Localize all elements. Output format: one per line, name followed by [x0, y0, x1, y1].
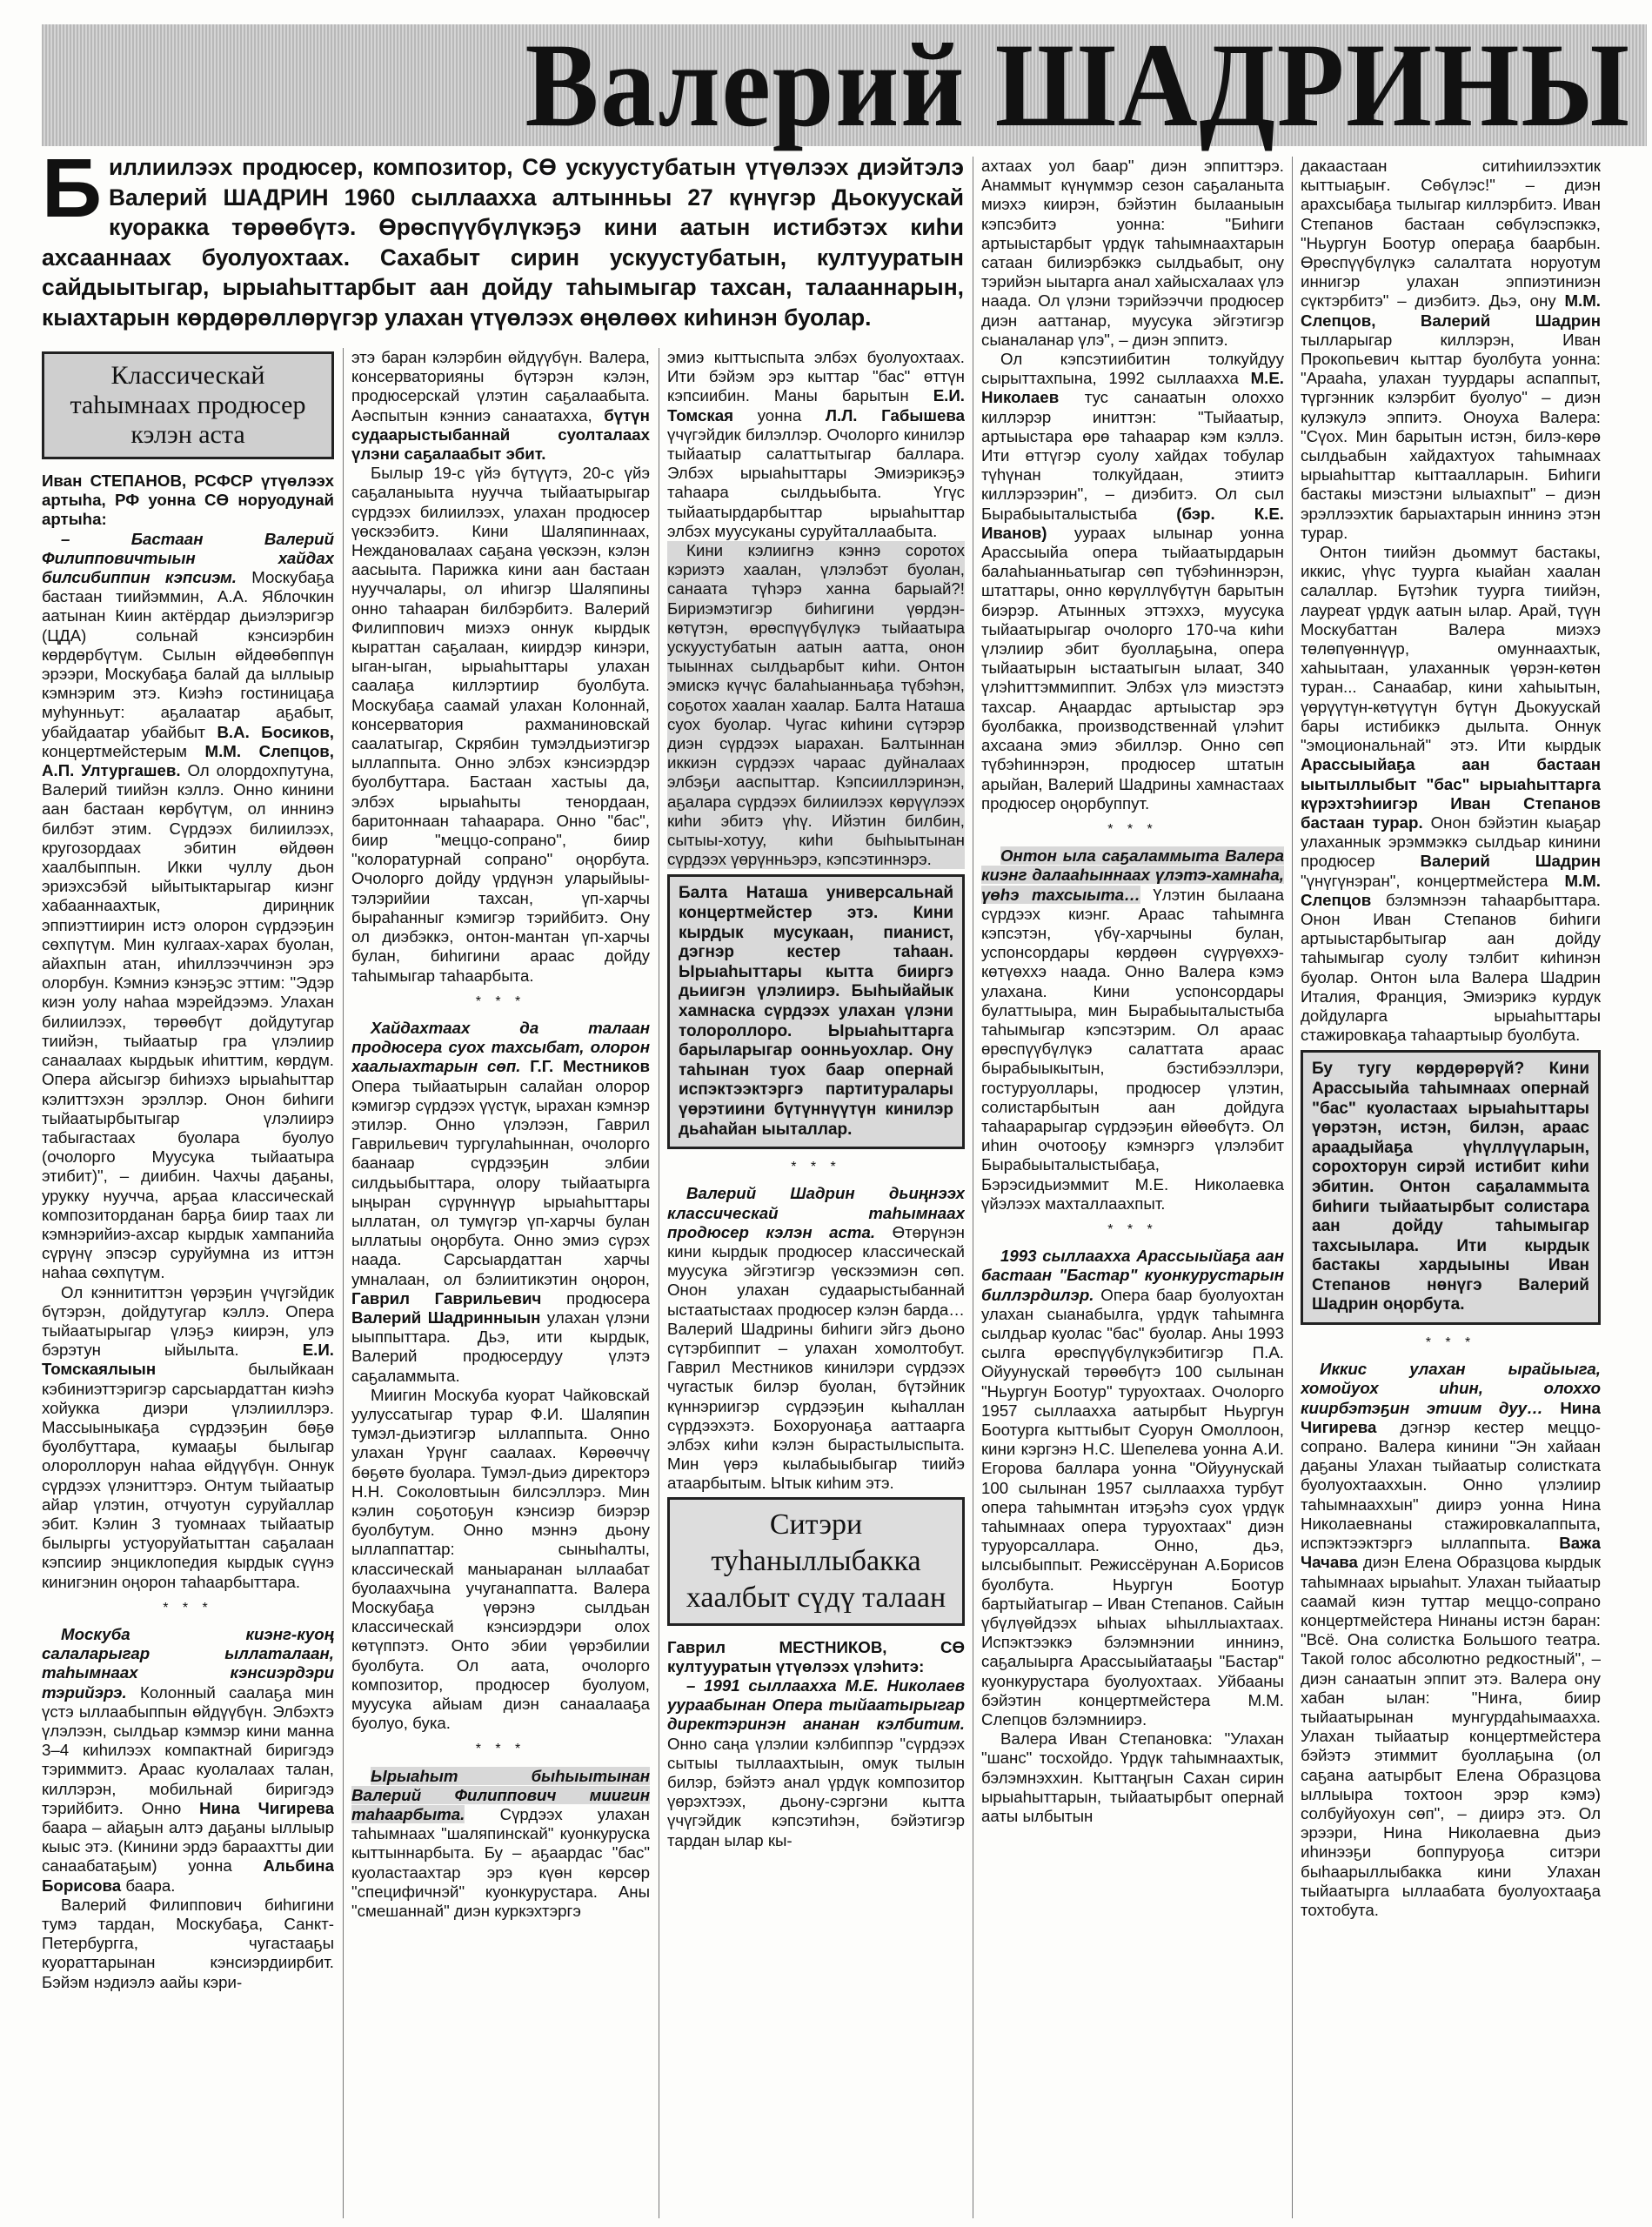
person-name: Валерий Шадринныын [351, 1307, 541, 1327]
column-5 [1301, 157, 1601, 2218]
text-run: былыйкаан кэбиниэттэригэр сарсыардаттан киэһэ хойукка диэри үлэлииллэрэ. Массыыныкаҕа сүрдээҕин бөҕө буолбуттара, кумааҕы былыгар олороллорун наһаа өйдүүбүн. Оннук сүрдээх үлэниттэрэ. Онтум тыйаатыр айар үлэтин, отчуотун суруйаллар эбит. Кэлин 3 туомнаах тыйаатыр былыргы устуоруйатыттан саҕалаан кэпсиир энциклопедия кырдык сүүнэ кинигэнин оңорон таһаарбыттара. [42, 1360, 334, 1591]
person-name: Валерий Шадрин [1420, 852, 1601, 871]
intro-italic: Ырыаһыт быһыытынан Валерий Филиппович миигин таһаарбыта. [351, 1766, 650, 1824]
person-name: В.А. Босиков, [217, 722, 334, 741]
column-rule [1292, 157, 1293, 2218]
byline [667, 1638, 965, 1676]
text-run: концертмейстерым [42, 741, 187, 760]
paragraph [1301, 1360, 1601, 1920]
person-name: (бэр. К.Е. Иванов) [981, 504, 1284, 542]
text-run: дэгнэр кестер меццо-сопрано. Валера кинини "Эн хайаан даҕаны Улахан тыйаатыр солистката буолуохтааххын. Онно үлэлиир таһымнааххын" диирэ уонна Нина Николаевнаны стажировкалаппыта, испэктээктэргэ ыллаппыта. [1301, 1417, 1601, 1553]
headline-title: Валерий ШАДРИНЫ [525, 18, 1631, 151]
text-run: продюсера [566, 1288, 650, 1307]
text-run: Опера тыйаатырын салайан олорор кэмигэр сүрдээх үүстүк, ырахан кэмнэр этилэр. Онно үлэлээн, Гаврил Гаврильевич тургулаһыннан, очолорго баанаар сүрдээҕин элбии силдьыбыттара, олору тыйаатырга ыңыран сүрүннүүр ырыаһыттары ыллатан, ол тумүгэр үп-харчы булан ыллатыы оңорбута. Онно эмиэ сүрэх наада. Сарсыардаттан харчы умналаан, ол бэлиитикэтин оңорон, [351, 1076, 650, 1288]
question: – 1991 сыллаахха М.Е. Николаев уураабынан Опера тыйаатырыгар директэринэн ананан кэлбитим. [667, 1676, 965, 1734]
callout-box: Балта Наташа универсальнай концертмейстер этэ. Кини кырдык мусукаан, пианист, дэгнэр кестер таһаан. Ырыаһыттары кытта бииргэ дьиигэн үлэлиирэ. Быһыйайык хамнаска сүрдээх улахан үлэни толороллоро. Ырыаһыттарга барыларыгар оонньуохлар. Ону таһынан туох баар опернай испэктээктэргэ партитуралары үөрэтиини бүтүннүүтүн кинилэр дьаһайан ыыталлар. [667, 874, 965, 1149]
person-name: М.М. Слепцов, Валерий Шадрин [1301, 291, 1601, 330]
text-run: бэлэмнээн таһаарбыттара. Онон Иван Степанов биһиги артыыстарбытыгар аан дойду таһымыгар суолу тэлбит киһинэн буолар. Онтон ыла Валера Шадрин Италия, Франция, Эмиэрикэ курдук дойдуларга ырыаһыттары стажировкаҕа таһаартыыр буолбута. [1301, 890, 1601, 1045]
text-run: баара – айаҕын алтэ даҕаны ыллыыр кыыс этэ. (Кинини эрдэ бараахтты дии санаабатаҕым) уонна [42, 1818, 334, 1876]
headline-banner [42, 18, 1647, 151]
paragraph: Былыр 19-с үйэ бүтүүтэ, 20-с үйэ саҕаланыыта нуучча тыйаатырыгар сүрдээх билиилээх, улахан продюсер үөскээбитэ. Кини Шаляпиннаах, Неждановалаах саҕана үөскээн, кэлэн аасыыта. Парижка кини аан бастаан нууччалары, ол иһигэр Шаляпины онно таһааран билбэрбитэ. Валерий Филиппович миэхэ оннук кырдык кыраттан саҕалаан, киирдэр кинэри, ыган-ыган, ырыаһыттары улахан саалаҕа киллэртиир буолбута. Москубаҕа саамай улахан Колоннай, консерватория рахманиновскай саалатыгар, Скрябин тумэлдьиэтигэр ыллаппыта. Онно элбэх кэнсиэрдэр буолбуттара. Бастаан хастыы да, элбэх ырыаһыты тенордаан, баритоннаан таһаарара. Онно "бас", биир "меццо-сопрано", биир "колоратурнай сопрано" оңорбута. Очолорго дойду үрдүнэн уларыйыы-тэлэрийии тахсан, үп-харчы быраһанныг кэмигэр тэрийбитэ. Ону ол диэбэккэ, онтон-мантан үп-харчы булан, биһигини араас дойду таһымыгар таһаарбыта. [351, 464, 650, 985]
paragraph [351, 1767, 650, 1922]
byline-text: Гаврил МЕСТНИКОВ, СӨ култууратын үтүөлээх үлэһитэ: [667, 1637, 965, 1675]
paragraph: Валерий Филиппович биһигини тумэ тардан, Москубаҕа, Санкт-Петербургга, чугастааҕы куораттарынан кэнсиэрдиирбит. Бэйэм нэдиэлэ аайы кэри- [42, 1895, 334, 1991]
byline-text: Иван СТЕПАНОВ, РСФСР үтүөлээх артыһа, РФ уонна СӨ норуодунай артыһа: [42, 471, 334, 529]
intro-italic: Валерий Шадрин дьиңнээх классическай таһымнаах продюсер кэлэн аста. [667, 1184, 965, 1241]
person-name: М.М. Слепцов, А.П. Ултургашев. [42, 741, 334, 780]
person-name: М.Е. Николаев [981, 369, 1284, 407]
column-2 [351, 348, 650, 2218]
person-name: Л.Л. Габышева [825, 405, 965, 425]
text-run: улахан үлэни ыыппыттара. Дьэ, ити кырдык, Валерий продюсердуу үлэтэ саҕаламмыта. [351, 1307, 650, 1385]
column-4 [981, 157, 1284, 2218]
text-run: Онно саңа үлэлии кэлбиппэр "сүрдээх сытыы тыллаахтыын, омук тылын билэр, бэйэтэ анал үрдүк композитор үөрэхтээх, дьону-сэргэни кытта үчүгэйдик кэпсэтиһэн, бэйэтигэр тардан ылар кы- [667, 1734, 965, 1849]
text-run: Сүрдээх улахан таһымнаах "шаляпинскай" куонкуруска кыттыннарбыта. Бу – аҕаардас "бас" куоластаахтар эрэ күөн көрсөр "специфичнэй" куонкурустара. Аны "смешаннай" диэн куркэхтэргэ [351, 1805, 650, 1921]
text-run: эмиэ кыттыспыта элбэх буолуохтаах. Ити бэйэм эрэ кыттар "бас" өттүн кэпсиибин. Маны барытын [667, 348, 965, 405]
text-run: Онон бэйэтин кыаҕар улаханнык эрэммэккэ сылдьар кинини продюсер [1301, 813, 1601, 871]
text-run: диэн Елена Образцова кырдык таһымнаах ырыаһыт. Улахан тыйаатыр саамай киэн туттар меццо-сопрано концертмейстера Нинаны истэн баран: "Всё. Она солистка Большого театра. Такой голос абсолютно редкостный", – диэн санаатын эппит этэ. Валера ону хабан ылан: "Ниҥа, биир тыйаатырынан мунгурдаһымаахха. Улахан тыйаатыр концертмейстера бэйэтэ этиммит буоллаҕына (ол саҕана аатырбыт Елена Образцова ыллыыра тохтоон эрэр кэмэ) солбуйуохун сөп", – диирэ этэ. Ол эрээри, Нина Николаевна дьиэ иһинээҕи боппуруоҕа ситэри быһаарыллыбакка кини Улахан тыйаатырга ыллаабата буолуохтааҕа тохтобута. [1301, 1553, 1601, 1919]
text-run: тус санаатын олоххо киллэрэр иниттэн: "Тыйаатыр, артыыстара өрө таһаарар кэм кэллэ. Ити өттүгэр суолу хайдах тобулар түһүнан толкуйдаан, этиитэ киллэрээрин", – диэбитэ. Ол сыл Бырабыыталыстыба [981, 388, 1284, 523]
person-name: Г.Г. Местников [530, 1057, 650, 1076]
person-name: Гаврил Гаврильевич [351, 1288, 542, 1307]
paragraph: Миигин Москуба куорат Чайковскай уулуссатыгар турар Ф.И. Шаляпин тумэл-дьиэтигэр ыллаппыта. Онно улахан Үрүнг саалаах. Көрөөччү бөҕөтө буолара. Тумэл-дьиэ директорэ Н.Н. Соколовтыын билсэллэрэ. Мин кэлин соҕотоҕун кэнсиэр биэрэр буолбутум. Онно мэннэ дьону ыллаппаттар: сыныһалты, классическай маныаранан ыллаабат буолаахчына учуганаппатта. Валера Москубаҕа үөрэнэ сылдьан классическай кэнсиэрдэри олох көтүппэтэ. Онто эбии үөрэбилии буолбута. Ол аата, очолорго композитор, продюсер буолуом, муусука айыам диэн санаалааҕа буолуо, бука. [351, 1385, 650, 1733]
person-name: Е.И. Томскаялыын [42, 1341, 334, 1379]
person-name: Е.И. Томская [667, 386, 965, 425]
intro-italic: Онтон ыла саҕаламмыта Валера киэнг далааһыннаах үлэтэ-хамнаһа, үөһэ тахсыыта… [981, 846, 1284, 904]
separator-stars: * * * [1107, 1221, 1158, 1237]
separator-stars: * * * [163, 1600, 213, 1615]
paragraph [1301, 157, 1601, 543]
separator-stars: * * * [1425, 1335, 1476, 1351]
separator-stars: * * * [475, 1742, 526, 1757]
person-name: Нина Чигирева [199, 1798, 334, 1817]
paragraph [667, 348, 965, 541]
intro-italic: Москуба киэнг-куоң салаларыгар ыллаталаан, таһымнаах кэнсиэрдэри тэрийэрэ. [42, 1624, 334, 1702]
text-run: Ол кэпсэтиибитин толкуйдуу сырыттахпына, 1992 сыллаахха [981, 350, 1284, 388]
bold-statement: Арассыыйаҕа аан бастаан ыытыллыбыт "бас" ырыаһыттарга күрэхтэһиигэр Иван Степанов бастаан турар. [1301, 755, 1601, 832]
paragraph [981, 846, 1284, 1214]
paragraph [981, 350, 1284, 813]
person-name: Нина Чигирева [1301, 1398, 1601, 1436]
text-run: Ол кэннититтэн үөрэҕин үчүгэйдик бүтэрэн, дойдутугар кэллэ. Опера тыйаатырыгар үлэҕэ киирэн, улэ бэрэтун ыйылыта. [42, 1282, 334, 1360]
column-rule [343, 348, 344, 2218]
text-run: "үнүгүнэран", концертмейстера [1301, 871, 1548, 890]
paragraph [667, 1676, 965, 1850]
paragraph [42, 1283, 334, 1592]
column-3 [667, 348, 965, 2218]
paragraph [1301, 543, 1601, 1045]
lead-text: иллиилээх продюсер, композитор, СӨ ускуустубатын үтүөлээх диэйтэлэ Валерий ШАДРИН 1960 сыллаахха алтынньы 27 күнүгэр Дьокуускай куоракка төрөөбүтэ. Өрөспүүбүлүкэҕэ кини аатын истибэтэх киһи ахсааннаах буолуохтаах. Сахабыт сирин ускуустубатын, култууратын сайдыытыгар, ырыаһыттарбыт аан дойду таһымыгар тахсан, талааннарын, кыахтарын көрдөрөллөрүгэр улахан үтүөлээх өңөлөөх киһинэн буолар. [42, 154, 964, 331]
text-run: Ол олордохпутуна, Валерий тиийэн кэллэ. Онно кинини аан бастаан көрбүтүм, ол иннинэ билбэт этим. Сүрдээх билиилээх, кругозордаах эбитин өйдөөн хаалбыппын. Икки чуллу дьон эриэхсэбэй ыйытыктарыгар киэнг хабааннаахтык, дириңник эппиэттиирин истэ олорон сүрдээҕин сөхпүтүм. Мин кулгаах-харах буолан, айахпын атан, иһиллээччинэн эрэ олорбун. Кэмниэ кэнэҕэс эттим: "Эдэр киэн уолу наһаа мэрейдээмэ. Улахан билиилээх, төрөөбүт дойдутугар тиийэн, тыйаатыр гра үлэлиир санаалаах кырдьык иһиттим, көрдүм. Опера айсыгэр биһиэхэ ырыаһыттар кэлиттэхэн эрэллэр. Онон биһиги тыйаатырбытыгар үлэлиирэ табыгастаах буолара буолуо (очолорго Муусука тыйаатыра этибит)", – диибин. Чахчы даҕаны, урукку нуучча, арҕаа классическай композиторданан барҕа биир таах ли кэмнэрийиэ-ахсар кырдык хампанийа сүрүнү эпэсэр суруйумна из иттэн наһаа сөхпүтүм. [42, 761, 334, 1282]
text-run: Москубаҕа бастаан тиийэммин, А.А. Яблочкин аатынан Киин актёрдар дьиэлэригэр (ЦДА) сольнай кэнсиэрбин көрдөрбүтүм. Сылын өйдөөбөппүн эрээри, Москубаҕа балай да ыллыыр кэмнэрим этэ. Киэһэ гостиницаҕа муһунньут: аҕалаатар аҕабыт, убайдаатар убайбыт [42, 568, 334, 741]
paragraph: Валера Иван Степановка: "Улахан "шанс" тосхойдо. Үрдүк таһымнаахтык, бэлэмнэххин. Кыттаңгын Сахан сирин ырыаһыттарын, тыйаатырбыт опернай ааты ылбытын [981, 1729, 1284, 1826]
separator-stars: * * * [791, 1160, 841, 1175]
text-run: Онтон тиийэн дьоммут бастакы, иккис, үһүс туурга кыайан хаалан салаллар. Бүтэһик туурга тиийэн, лауреат үрдүк аатын ылар. Арай, түүн Москубаттан Валера миэхэ төлөпүөннүүр, омуннаахтык, хаһыытаан, улаханнык үөрэн-көтөн туран... Санаабар, кини хаһыытын, үөрүүтүн-көтүүтүн бүтүн Дьокуускай бары истибиккэ дылыта. Оннук "эмоциональнай" этэ. Ити кырдык [1301, 543, 1601, 755]
paragraph [981, 1247, 1284, 1729]
text-run: Опера баар буолуохтан улахан сыанабылга, үрдүк таһымнга сылдьар куолас "бас" буолар. Аны 1993 сылга өрөспүүбүлүкэбитигэр П.А. Ойуунускай төрөөбүтэ 100 сылынан "Ньургун Боотур" туруохтаах. Очолорго 1957 сыллаахха аатырбыт Ньургун Боотурга кыттыбыт Суорун Омоллоон, кини кэргэнэ Н.С. Шепелева уонна А.И. Егорова баллара уонна "Ойуунускай 100 сылынан 1957 сыллаахха турбут опера таһымнтан итэҕэһэ суох үрдүк таһымнаах опера туруохтаах" диэн туруорсаллара. Онно, дьэ, ылсыбыппыт. Режиссёрунан А.Борисов буолбута. Ньургун Боотур бартыйатыгар – Иван Степанов. Сайын үбүлүөйдээх ыһыах ыһыллыахтаах. Испэктээккэ бэлэмнэнии иннинэ, саҕалыырга Арассыыйатааҕы "Бастар" куонкурустара буолуохтаах. Уйбааны бэйэтин концертмейстера М.М. Слепцов бэлэмниирэ. [981, 1285, 1284, 1729]
callout-box: Бу тугу көрдөрөрүй? Кини Арассыыйа таһымнаах опернай "бас" куоластаах ырыаһыттары үөрэтэн, истэн, билэн, араас араадыйаҕа үһүллүүларын, сорохторун сирэй истибит киһи эбитин. Онтон саҕаламмыта биһиги тыйаатырбыт солистара аан дойду таһымыгар тахсыылара. Ити кырдык бастакы хардыыны Иван Степанов нөнүгэ Валерий Шадрин оңорбута. [1301, 1050, 1601, 1325]
person-name: Альбина Борисова [42, 1856, 334, 1895]
paragraph [351, 348, 650, 464]
question: – Бастаан Валерий Филипповичтыын хайдах билсибиппин кэпсиэм. [42, 529, 334, 587]
column-1 [42, 348, 334, 2218]
text-run: уонна [757, 405, 802, 425]
person-name: М.М. Слепцов [1301, 871, 1601, 909]
intro-italic: Иккис улахан ырайыыга, хомойуох иһин, олоххо киирбэтэҕин этиим дуу… [1301, 1360, 1601, 1417]
bold-statement: бүтүн судаарыстыбаннай суолталаах үлэни саҕалаабыт эбит. [351, 405, 650, 464]
separator-stars: * * * [1107, 821, 1158, 837]
text-run: уураах ылынар уонна Арассыыйа опера тыйаатырдарын балаһыанньатыгар сөп түбэһиннэрэн, штаттары, онно көрүллүбүтүн барытын биэрэр. Атынных эттэххэ, муусука тыйаатырыгар очолорго 170-ча киһи үлэлиир эбит буоллаҕына, опера тыйаатырын ыстаатыгын ылаат, 340 үлэһиттэммиппит. Элбэх үлэ миэстэтэ тахсар. Аңаардас артыыстар эрэ буолбакка, производственнай үлэһит ахсаана эмиэ эбиллэр. Онно сөп түбэһиннэрэн, продюсер штатын арыйан, Валерий Шадрины хамнастаах продюсер оңорбуппут. [981, 523, 1284, 813]
intro-italic: 1993 сыллаахха Арассыыйаҕа аан бастаан "Бастар" куонкурустарын биллэрдилэр. [981, 1247, 1284, 1304]
text-run: этэ баран кэлэрбин өйдүүбүн. Валера, консерваторияны бүтэрэн кэлэн, продюсерскай үлэтин саҕалаабыта. Аәспытын кэнниэ санаатахха, [351, 348, 650, 425]
paragraph [351, 1019, 650, 1386]
paragraph [42, 1625, 334, 1896]
paragraph: ахтаах уол баар" диэн эппиттэрэ. Анаммыт күнүммэр сезон саҕаланыта миэхэ киирэн, бэйэтин былааныын кэпсэбитэ уонна: "Биһиги артыыстарбыт үрдүк таһымнаахтарын сатаан билиэрбэккэ сылдьабыт, ону тэрийэн ыытарга анал хайысхалаах үлэ наада. Ол үлэни тэрийээччи продюсер диэн ааттанар, муусука эйгэтигэр сыаналанар үлэ", – диэн эппитэ. [981, 157, 1284, 349]
shaded-paragraph: Кини кэлиигнэ кэннэ соротох кэриэтэ хаалан, үлэлэбэт буолан, санаата түһэрэ ханна барыай?! Бириэмэтигэр биһигини үөрдэн-көтүтэн, өрөспүүбүлүкэ тыйаатыра ускуустубатын аатын аатта, онон тыыннах сылдьарбыт киһи. Онтон эмискэ күчүс балаһыанньаҕа түбэһэн, соҕотох хаалан хаалар. Балта Наташа суох буолар. Чугас киһини сүтэрэр диэн сүрдээх ыарахан. Балтыннан иккиэн сүрдээх чараас дуйналаах элбэҕи ааспыттар. Кэпсииллэринэн, аҕалара сүрдээх билиилээх көрүүлээх киһи эбитэ үһү. Ийэтин билбин, сытыы-хотуу, киһи быһыытынан сүрдээх үөрүнньэрэ, кэпсэтиннэрэ. [667, 541, 965, 869]
separator-stars: * * * [475, 993, 526, 1009]
paragraph [667, 1184, 965, 1493]
lead-paragraph [42, 152, 964, 335]
text-run: баара. [125, 1876, 176, 1895]
section-heading: Классическай таһымнаах продюсер кэлэн аста [42, 351, 334, 459]
lead-dropcap: Б [42, 152, 102, 235]
intro-italic: Хайдахтаах да талаан продюсера суох тахсыбат, олорон хаалыахтарын сөп. [351, 1018, 650, 1076]
section-heading: Ситэри туһаныллыбакка хаалбыт сүдү талаан [667, 1497, 965, 1626]
text-run: Үлэтин былаана сүрдээх киэнг. Араас таһымнга кэпсэтэн, үбү-харчыны булан, успонсордары көрдөөн сүүрүөххэ-көтүөххэ наада. Онно Валера кэмэ улахана. Кини успонсордары булаттыыра, мин Бырабыыталыстыба таһымыгар кэпсэтэрим. Ол араас өрөспүүбүлүкэ салаттата араас бырабыыкытын, бэстибээллэри, гостуруоллары, продюсер үлэтин, солистарбытын аан дойдуга таһаарарыгар сүрдээҕин өйөөбүтэ. Ол иһин очотооҕу кэмнэргэ үлэлэбит Бырабыыталыстыбаҕа, Бэрэсидьиэммит М.Е. Николаевка үйэлээх махталлаахпыт. [981, 885, 1284, 1213]
text-run: үчүгэйдик билэллэр. Очолорго кинилэр тыйаатыр салаттытыгар баллара. Элбэх ырыаһыттары Эмиэрикэҕэ таһаара сылдьыбыта. Үгүс тыйаатырдарбыттар ырыаһыттар элбэх муусуканы суруйталлаабыта. [667, 425, 965, 540]
text-run: Өтөрүнэн кини кырдык продюсер классическай муусука эйгэтигэр үөскээмиэн сөп. Онон улахан судаарыстыбаннай ыстаатыстаах продюсер кэлэн барда… Валерий Шадрины биһиги эйгэ дьоно сүтэрбиппит – улахан хомолтобут. Гаврил Местников кинилэри сүрдээх чугастык билэр буолан, бүтэйник күннэриигэр сүрдээҕин кыһаллан сүрдээхэтэ. Бохоруонаҕа ааттаарга элбэх киһи кэлэн бырастылыспыта. Мин үөрэ кылабыыбыгар тиийэ атаарбытым. Ытык киһим этэ. [667, 1222, 965, 1493]
person-name: Важа Чачава [1301, 1534, 1601, 1572]
text-run: Колонный саалаҕа мин үстэ ыллаабыппын өйдүүбүн. Элбэхтэ үлэлээн, сылдьар кэммэр кини манна 3–4 киһилээх компактнай биригэдэ тэриммитэ. Араас куолалаах талан, киллэрэн, мобильнай биригэдэ тэрийбитэ. Онно [42, 1682, 334, 1817]
byline [42, 471, 334, 530]
paragraph [42, 530, 334, 1283]
text-run: дакаастаан ситиһиилээхтик кыттыаҕыҥ. Сөбүлэс!" – диэн арахсыбаҕа тылыгар киллэрбитэ. Иван Степанов бастаан сөбүлэспэккэ, "Ньургун Боотур операҕа баарбын. Өрөспүүбүлүкэ салалтата норуотум иннигэр улахан эппиэтиниэн сүктэрбитэ" – диэбитэ. Дьэ, ону [1301, 157, 1601, 311]
text-run: тылларыгар киллэрэн, Иван Прокопьевич кыттар буолбута уонна: "Арааһа, улахан туурдары аспаппыт, түргэнник кэлэрбит буолуо" – диэн кулэкулэ эппитэ. Оноуха Валера: "Сүох. Мин барытын истэн, билэ-көрө сылдьабын хайдахтуох таһымнаах ырыаһыттар кыттаалларын. Биһиги бастакы миэстэни ылыахпыт" – диэн эрэллээхтик барыахтарын иннинэ этэн турар. [1301, 330, 1601, 542]
